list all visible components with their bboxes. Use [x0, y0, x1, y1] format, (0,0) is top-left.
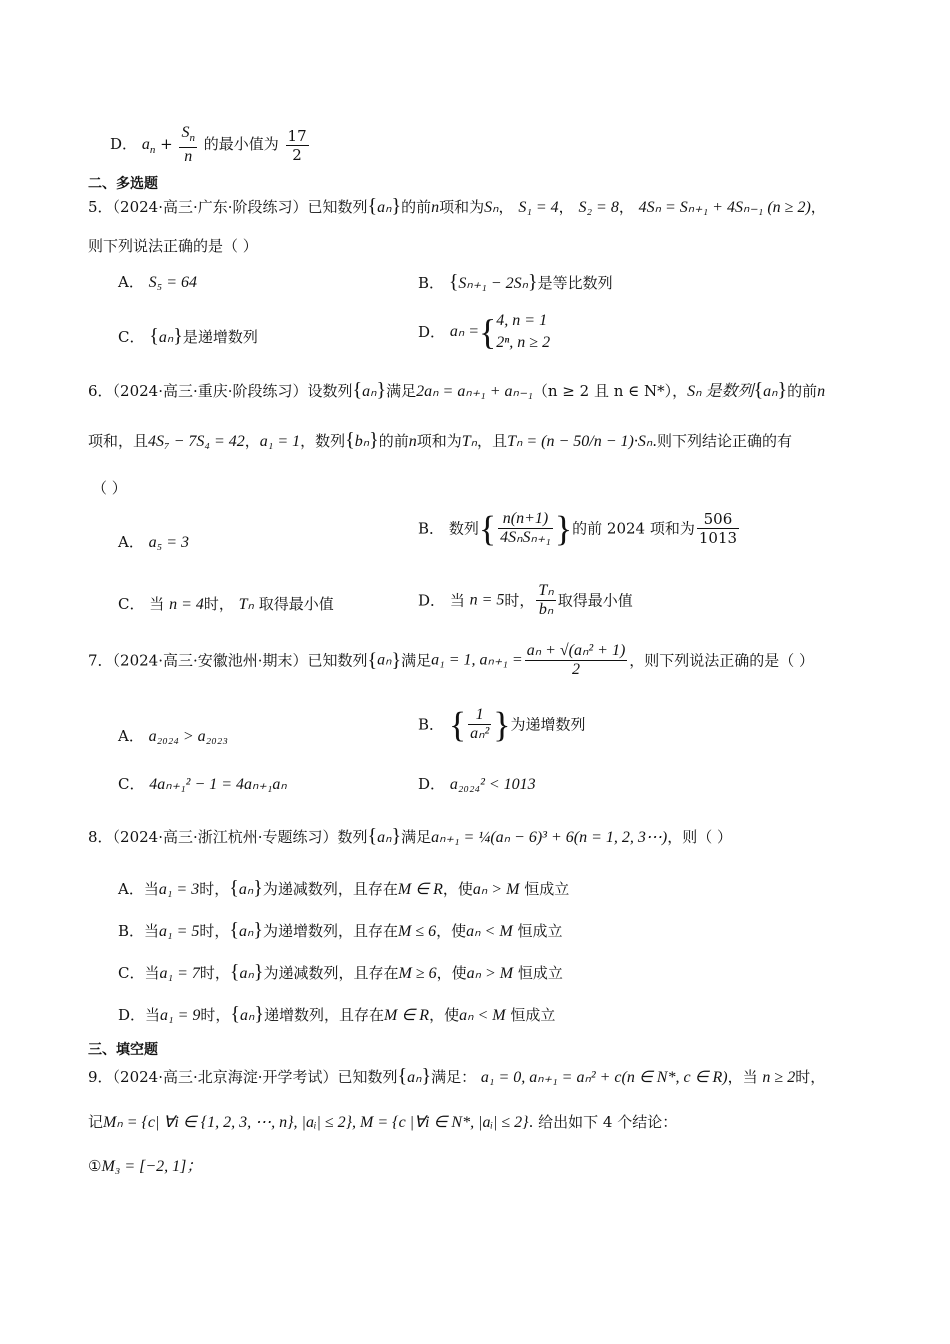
- q9-stem: 9．（2024·高三·北京海淀·开学考试）已知数列{aₙ}满足： a₁ = 0, aₙ₊₁ = aₙ² + c(n ∈ N*, c ∈ R)，当 n ≥ 2时，: [88, 1065, 826, 1087]
- q4-fraction: $\frac{S_n}{n}$: [181, 124, 195, 166]
- q9-item-1: ①M₃ = [−2, 1]；: [88, 1157, 203, 1175]
- q5-piecewise: 4, n = 1 2ⁿ, n ≥ 2: [496, 312, 551, 351]
- q5-option-d: D． aₙ ={ 4, n = 1 2ⁿ, n ≥ 2: [418, 312, 551, 352]
- q7-recurrence-fraction: $\frac{\text{aₙ + √(aₙ² + 1)}}{2}$: [526, 642, 626, 678]
- q7-option-a: A． a₂₀₂₄ > a₂₀₂₃: [118, 727, 228, 745]
- q4-option-d: D． $a_n$ + $\frac{S_n}{n}$ 的最小值为 $\frac{17}{2}$: [110, 124, 307, 166]
- q4-min-value: $\frac{17}{2}$: [287, 126, 307, 164]
- q5-option-c: C． {aₙ}是递增数列: [118, 325, 258, 347]
- q5-stem: 5．（2024·高三·广东·阶段练习）已知数列{aₙ}的前n项和为Sₙ， S₁ = 4， S₂ = 8， 4Sₙ = Sₙ₊₁ + 4Sₙ₋₁ (n ≥ 2)，: [88, 195, 826, 217]
- section-title-fill-in: 三、填空题: [88, 1042, 158, 1058]
- q6-option-a: A． a₅ = 3: [118, 533, 189, 551]
- q7-option-c: C． 4aₙ₊₁² − 1 = 4aₙ₊₁aₙ: [118, 775, 287, 793]
- q6-option-c: C． 当 n = 4时， Tₙ 取得最小值: [118, 595, 334, 613]
- q8-option-b: B．当a₁ = 5时，{aₙ}为递增数列，且存在M ≤ 6，使aₙ < M 恒成立: [118, 919, 563, 941]
- q6-option-b: B． 数列{ $\frac{n(n+1)}{\text{4SₙSₙ₊₁}}$ }的前 2024 项和为 $\frac{506}{1013}$: [418, 508, 738, 549]
- q7-b-fraction: $\frac{1}{\text{aₙ²}}$: [470, 706, 490, 742]
- q6-stem: 6．（2024·高三·重庆·阶段练习）设数列{aₙ}满足2aₙ = aₙ₊₁ + aₙ₋₁（n ≥ 2 且 n ∈ N*），Sₙ 是数列{aₙ}的前n: [88, 379, 826, 401]
- q7-stem: 7．（2024·高三·安徽池州·期末）已知数列{aₙ}满足a₁ = 1, aₙ₊₁ = $\frac{\text{aₙ + √(aₙ² + 1)}}{2}$ ，则下列说法正确的是（ ）: [88, 642, 815, 678]
- q5-question: 则下列说法正确的是（ ）: [88, 237, 258, 255]
- q9-line2: 记Mₙ = {c| ∀i ∈ {1, 2, 3, ⋯, n}, |aᵢ| ≤ 2}, M = {c |∀i ∈ N*, |aᵢ| ≤ 2}. 给出如下 4 个结论：: [88, 1113, 678, 1131]
- q6-line2: 项和，且4S₇ − 7S₄ = 42，a₁ = 1，数列{bₙ}的前n项和为Tₙ，且Tₙ = (n − 50/n − 1)·Sₙ.则下列结论正确的有: [88, 429, 792, 451]
- q8-option-d: D．当a₁ = 9时，{aₙ}递增数列，且存在M ∈ R，使aₙ < M 恒成立: [118, 1003, 556, 1025]
- q5-option-a: A． S₅ = 64: [118, 273, 197, 291]
- section-title-multiple-choice: 二、多选题: [88, 176, 158, 192]
- q5-option-b: B． {Sₙ₊₁ − 2Sₙ}是等比数列: [418, 271, 613, 293]
- q7-option-b: B． { $\frac{1}{\text{aₙ²}}$ }为递增数列: [418, 704, 586, 745]
- q8-stem: 8．（2024·高三·浙江杭州·专题练习）数列{aₙ}满足aₙ₊₁ = ¼(aₙ − 6)³ + 6(n = 1, 2, 3⋯)，则（ ）: [88, 825, 732, 847]
- q6-answer-parens: （ ）: [92, 479, 127, 497]
- q8-option-c: C．当a₁ = 7时，{aₙ}为递减数列，且存在M ≥ 6，使aₙ > M 恒成立: [118, 961, 563, 983]
- q6-b-fraction: $\frac{n(n+1)}{\text{4SₙSₙ₊₁}}$: [500, 510, 551, 546]
- q8-option-a: A．当a₁ = 3时，{aₙ}为递减数列，且存在M ∈ R，使aₙ > M 恒成立: [118, 877, 570, 899]
- q7-option-d: D． a₂₀₂₄² < 1013: [418, 775, 536, 793]
- q6-d-fraction: $\frac{\text{Tₙ}}{\text{bₙ}}$: [538, 582, 554, 618]
- q6-option-d: D． 当 n = 5时， $\frac{\text{Tₙ}}{\text{bₙ}}$ 取得最小值: [418, 582, 633, 618]
- q6-b-value: $\frac{506}{1013}$: [698, 510, 738, 547]
